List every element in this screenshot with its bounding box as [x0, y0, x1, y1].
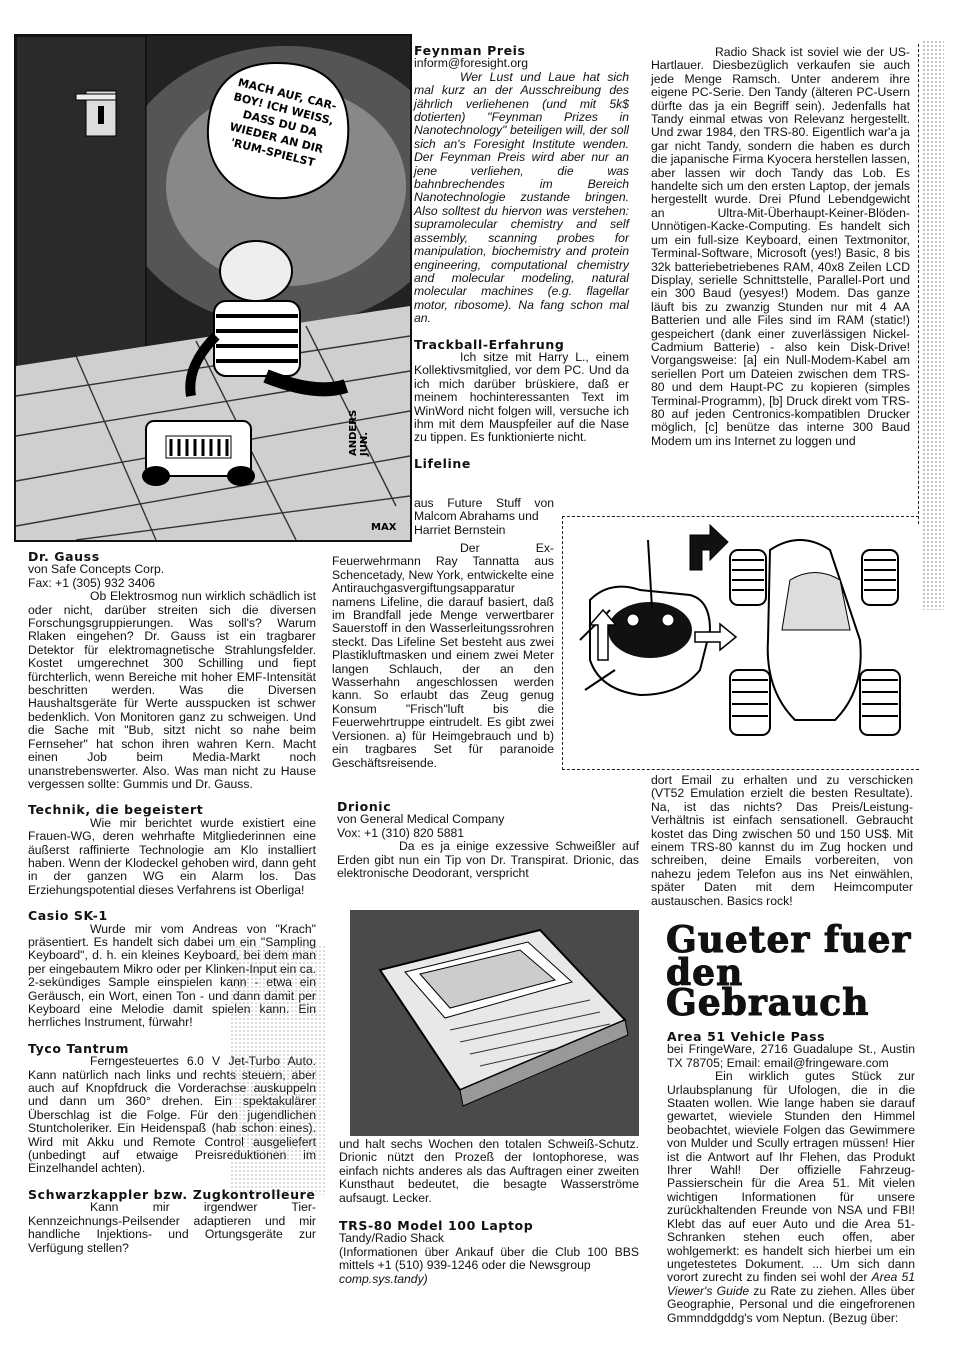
- tyco-body: Ferngesteuertes 6.0 V Jet-Turbo Auto. Kann natürlich nach links und rechts steuern, aber auch auf Knopfdruck die Vorderachse auskuppeln und dann um 360° drehen. Ein spektakulärer Überschlag ist die Folge. Für den jugendlichen Stuntcholeriker. Ein Heidenspaß (hab schon eines). Wird mit Akku und Remote Control ausgeliefert (unbedingt auf etwaige Preisreduktionen im Einzelhandel achten).: [28, 1054, 316, 1176]
- drionic-heading: Drionic: [337, 799, 392, 814]
- section-title-line2: den: [666, 952, 744, 994]
- casio-heading: Casio SK-1: [28, 908, 108, 924]
- lifeline-body: Der Ex-Feuerwehrmann Ray Tannatta aus Schencetady, New York, entwickelte eine Antirauchgasvergiftungsapparatur namens Lifeline, die darauf basiert, daß im Brandfall jede Menge verwertbarer Sauerstoff in den Wasserleitungssrohren steckt. Das Lifeline Set besteht aus zwei Plastikluftmasken und einem zwei Meter langen Schlauch, der an den Wasserhahn angeschlossen werden kann. So erlaubt das Zeug genug Konsum "Frisch"luft bis die Feuerwehrtruppe eintrudelt. Es gibt zwei Versionen. a) für Heimgebrauch und b) ein tragbares Set für paranoide Geschäftsreisende.: [332, 541, 554, 770]
- area51-book-title: Area 51 Viewer's Guide: [667, 1270, 916, 1298]
- gauss-contact-1: von Safe Concepts Corp.: [28, 562, 165, 577]
- gauss-heading: Dr. Gauss: [28, 549, 100, 564]
- section-title-line1: Gueter fuer: [666, 919, 912, 961]
- lifeline-contact: [414, 497, 554, 537]
- drionic-contact-1: von General Medical Company: [337, 812, 505, 827]
- column-middle-top: [414, 44, 629, 470]
- cartoon-signature-artist: ANDERS JUN.: [348, 409, 370, 456]
- cartoon-illustration: [14, 34, 412, 542]
- technik-heading: Technik, die begeistert: [28, 802, 204, 818]
- right-margin-dashed-line: [918, 44, 919, 524]
- laptop-photo: [350, 910, 639, 1136]
- lifeline-contact-line2: Harriet Bernstein: [414, 522, 506, 537]
- area51-body-text: Ein wirklich gutes Stück zur Urlaubsplanung für Ufologen, die in die Staaten wollen. Wie lange haben sie darauf gewartet, wieviele Stunden den Himmel beobachtet, wieviele Folgen das Gewimmere von Mulder und Scully ertragen müssen! Hier ist die Antwort auf Ihr Flehen, das Produkt Ihrer Wahl! Der offizielle Fahrzeug-Passierschein für die Area 51. Mit vielen wichtigen Informationen für unsere zurückhaltenden Freunde von NSA und FBI! Klebt das auf euer Auto und die Area 51-Schranken stehen euch offen, aber wohlgemerkt: es handelt sich hierbei um ein ungetestetes Dokument. ... Um sich dann vorort zurecht zu finden sei wohl der: [667, 1069, 915, 1285]
- drionic-body: Da es ja einige exzessive Schweißler auf Erden gibt nun ein Tip von Dr. Transpirat. Drionic, das elektronische Deodorant, verspricht: [337, 839, 639, 881]
- trs80-newsgroup: comp.sys.tandy): [339, 1271, 428, 1286]
- area51-block: [667, 1030, 915, 1325]
- radioshack-continued: [651, 774, 913, 908]
- gauss-body: Ob Elektrosmog nun wirklich schädlich ist oder nicht, darüber streiten sich die diversen Forschungsgruppierungen. Was soll's? Warum Rlaken eingehen? Dr. Gauss ist ein tragbarer Detektor für elektromagnetische Strahlungsfelder. Kostet umgerechnet 300 Schilling und fiept fürchterlich, wenn Bereiche mit hoher EMF-Intensität beschritten werden. Was die Diversen Haushaltsgeräte für Werte ausspucken ist schwer bedenklich. Von Monitoren ganz zu schweigen. Und die Sache mit "Bub, sitzt nicht so nahe beim Fernseher" hat schon ihren wahren Kern. Macht einen Job beim Media-Markt noch unanstrebenswerter. Also. Was man nicht zu Hause vergessen sollte: Gummis und Dr. Gauss.: [28, 589, 316, 791]
- speech-bubble-text: MACH AUF, CAR-BOY! ICH WEISS, DASS DU DA WIEDER AN DIR 'RUM-SPIELST: [228, 75, 338, 170]
- trackball-heading: Trackball-Erfahrung: [414, 336, 565, 352]
- rc-car-illustration: [570, 520, 916, 764]
- cartoon-signature-max: MAX: [371, 522, 397, 533]
- drionic-continued: [339, 1138, 639, 1286]
- feynman-body: Wer Lust und Laue hat sich mal kurz an der Ausschreibung des jährlich verliehenen (und mit 5k$ dotierten) "Feynman Prizes in Nanotechnology" beteiligen will, der soll sich an's Foresight Institute wenden. Der Feynman Preis wird aber nur an jene verliehen, die was bahnbrechendes im Bereich Nanotechnologie zustande bringen. Also solltest du hiervon was verstehen: supramolecular chemistry and self assembly, scanning probes for manipulation, biochemistry and protein engineering, computational chemistry and molecular modeling, natural molecular machines (e.g. flagellar motor, ribosome). Na fang schon mal an.: [414, 69, 629, 326]
- feynman-heading: Feynman Preis: [414, 43, 526, 58]
- schwarz-body: Kann mir irgendwer Tier-Kennzeichnungs-Peilsender adaptieren und mir handliche Injektions- und Ortungsgeräte zur Verfügung stellen?: [28, 1200, 316, 1255]
- gauss-contact-2: Fax: +1 (305) 932 3406: [28, 575, 156, 590]
- area51-body: [667, 1070, 915, 1325]
- section-title-line3: Gebrauch: [666, 982, 870, 1024]
- right-margin-shade: [922, 40, 944, 610]
- column-middle-lower: [337, 800, 639, 880]
- radioshack-body2: dort Email zu erhalten und zu verschicken (VT52 Emulation erzielt die besten Resultate). Na, ist das nichts? Das Preis/Leistung-Verhältnis ist einfach sensationell. Gebraucht kostet das Ding zwischen 50 und 150 US$. Mit einem TRS-80 kannst du im Zug hocken und schreiben, deine Emails vorbereiten, von nahezu jedem Telefon aus ins Net einwählen, später Daten mit dem Heimcomputer austauschen. Basics rock!: [651, 773, 913, 908]
- lifeline-body-block: [332, 542, 554, 770]
- lifeline-contact-line1: aus Future Stuff von Malcom Abrahams und: [414, 496, 554, 524]
- technik-body: Wie mir berichtet wurde existiert eine Frauen-WG, deren wehrhafte Mitgliederinnen eine äußerst raffinierte Technologie am Klo installiert haben. Wenn der Klodeckel gehoben wird, dann geht in der ganzen WG ein Alarm los. Das Erziehungspotential dieses Verfahrens ist Oberliga!: [28, 815, 316, 897]
- trs80-body: (Informationen über Ankauf über die Club 100 BBS mittels +1 (510) 939-1246 oder die Newsgroup: [339, 1244, 639, 1273]
- drionic-body2: und halt sechs Wochen den totalen Schweiß-Schutz. Drionic nützt den Prozeß der Iontophorese, was einfach nichts anderes als das Auftragen einer zweiten Kunsthaut bedeutet, die besagte Wasserströme aufsaugt. Lecker.: [339, 1137, 639, 1205]
- schwarz-heading: Schwarzkappler bzw. Zugkontrolleure: [28, 1186, 316, 1202]
- trs80-contact: Tandy/Radio Shack: [339, 1231, 445, 1246]
- area51-body-end: zu Rate zu ziehen. Alles über Geographie, Personal und die eingefrorenen Gmmnddgddg's vom Neptun. (Bezug über:: [667, 1283, 915, 1325]
- casio-body: Wurde mir vom Andreas von "Krach" präsentiert. Es handelt sich dabei um ein "Sampling Keyboard", d. h. ein kleines Keyboard, bei dem man per eingebautem Mikro oder per Klinken-Input ein ca. 2-sekündiges Sample einspielen kann - etwa ein Geräusch, ein Wort, einen Ton - und dann damit per Keyboard eine Melodie damit spielen kann. Ein herrliches Instrument, fürwahr!: [28, 921, 316, 1030]
- drionic-contact-2: Vox: +1 (310) 820 5881: [337, 825, 465, 840]
- lifeline-heading: Lifeline: [414, 455, 471, 471]
- area51-contact: bei FringeWare, 2716 Guadalupe St., Austin TX 78705; Email: email@fringeware.com: [667, 1042, 915, 1070]
- area51-heading: Area 51 Vehicle Pass: [667, 1029, 826, 1044]
- tyco-heading: Tyco Tantrum: [28, 1040, 130, 1056]
- feynman-contact: inform@foresight.org: [414, 56, 528, 71]
- column-right-top: [651, 46, 910, 448]
- radioshack-body: Radio Shack ist soviel wie der US-Hartlauer. Diesbezüglich verkaufen sie auch jede Menge Ramsch. Unter anderem ihre eigene PC-Serie. Den Tandy (älteren PC-Usern dürfte das ja ein Begriff sein). Jedenfalls hat Tandy einmal etwas von Relevanz hergestellt. Und zwar 1984, den TRS-80. Eigentlich war'a ja gar nicht Tandy, sondern die haben es durch die japanische Firma Kyocera herstellen lassen, aber lassen wir doch Tandy das Lob. Es handelte sich um den ersten Laptop, der jemals hergestellt wurde. Drei Pfund Lebendgewicht an Ultra-Mit-Überhaupt-Keiner-Blöden-Unnötigen-Kacke-Computing. Es handelt sich um ein full-size Keyboard, einen Textmonitor, Terminal-Software, Microsoft (yes!) Basic, 8 bis 32k batteriebetriebenes RAM, 40x8 Zeilen LCD Display, serielle Schnittstelle, Parallel-Port und ein 300 Baud (yesyes!) Modem. Das ganze läuft bis zu zwanzig Stunden nur mit 4 AA Batterien und alle Files sind im RAM (static!) gespeichert (dank einer zuverlässigen Nickel-Cadmium Batterie) - also kein Disk-Drive! Vorgangsweise: [a] ein Null-Modem-Kabel am seriellen Port um Dateien zwischen dem TRS-80 und dem Haupt-PC zu kopieren (simples Terminal-Programm), [b] Druck direkt vom TRS-80 auf jeden Centronics-kompatiblen Drucker möglich, [c] benütze das interne 300 Baud Modem um ins Internet zu loggen und: [651, 45, 910, 448]
- trackball-body: Ich sitze mit Harry L., einem Kollektivsmitglied, vor dem PC. Und da ich mich darüber brüskiere, daß er meinem hochinteressanten Text im WinWord nicht folgen will, versuche ich ihm mit dem Mauspfeiler auf die Nase zu tippen. Es funktionierte nicht.: [414, 349, 629, 445]
- trs80-heading: TRS-80 Model 100 Laptop: [339, 1218, 534, 1234]
- left-column-shade: [230, 945, 326, 1195]
